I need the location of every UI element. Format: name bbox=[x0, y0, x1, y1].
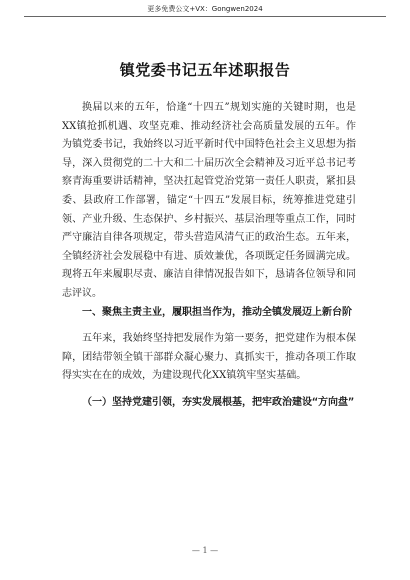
intro-paragraph: 换届以来的五年，恰逢“十四五”规划实施的关键时期，也是XX镇抢抓机遇、攻坚克难、推动经济社会高质量发展的五年。作为镇党委书记，我始终以习近平新时代中国特色社会主义思想为指导，深入贯彻党的二十大和二十届历次全会精神及习近平总书记考察青海重要讲话精神，坚决扛起管党治党第一责任人职责，紧扣县委、县政府工作部署，锚定“十四五”发展目标，统筹推进党建引领、产业升级、生态保护、乡村振兴、基层治理等重点工作，同时严守廉洁自律各项规定，带头营造风清气正的政治生态。五年来，全镇经济社会发展稳中有进、质效兼优，各项既定任务圆满完成。现将五年来履职尽责、廉洁自律情况报告如下，恳请各位领导和同志评议。 bbox=[62, 102, 356, 299]
page-number: — 1 — bbox=[191, 546, 219, 555]
header-note: 更多免费公文+VX：Gongwen2024 bbox=[147, 5, 263, 13]
document-title: 镇党委书记五年述职报告 bbox=[119, 61, 291, 79]
header-divider bbox=[24, 16, 386, 17]
subsection-1-heading: （一）坚持党建引领，夯实发展根基，把牢政治建设“方向盘” bbox=[82, 396, 355, 408]
section-1-paragraph: 五年来，我始终坚持把发展作为第一要务，把党建作为根本保障，团结带领全镇干部群众凝心聚力、真抓实干，推动各项工作取得实实在在的成效，为建设现代化XX镇筑牢坚实基础。 bbox=[62, 333, 356, 382]
spacer bbox=[62, 386, 356, 394]
section-1-heading: 一、聚焦主责主业，履职担当作为，推动全镇发展迈上新台阶 bbox=[82, 306, 352, 318]
document-body bbox=[62, 99, 356, 413]
spacer bbox=[62, 322, 356, 330]
